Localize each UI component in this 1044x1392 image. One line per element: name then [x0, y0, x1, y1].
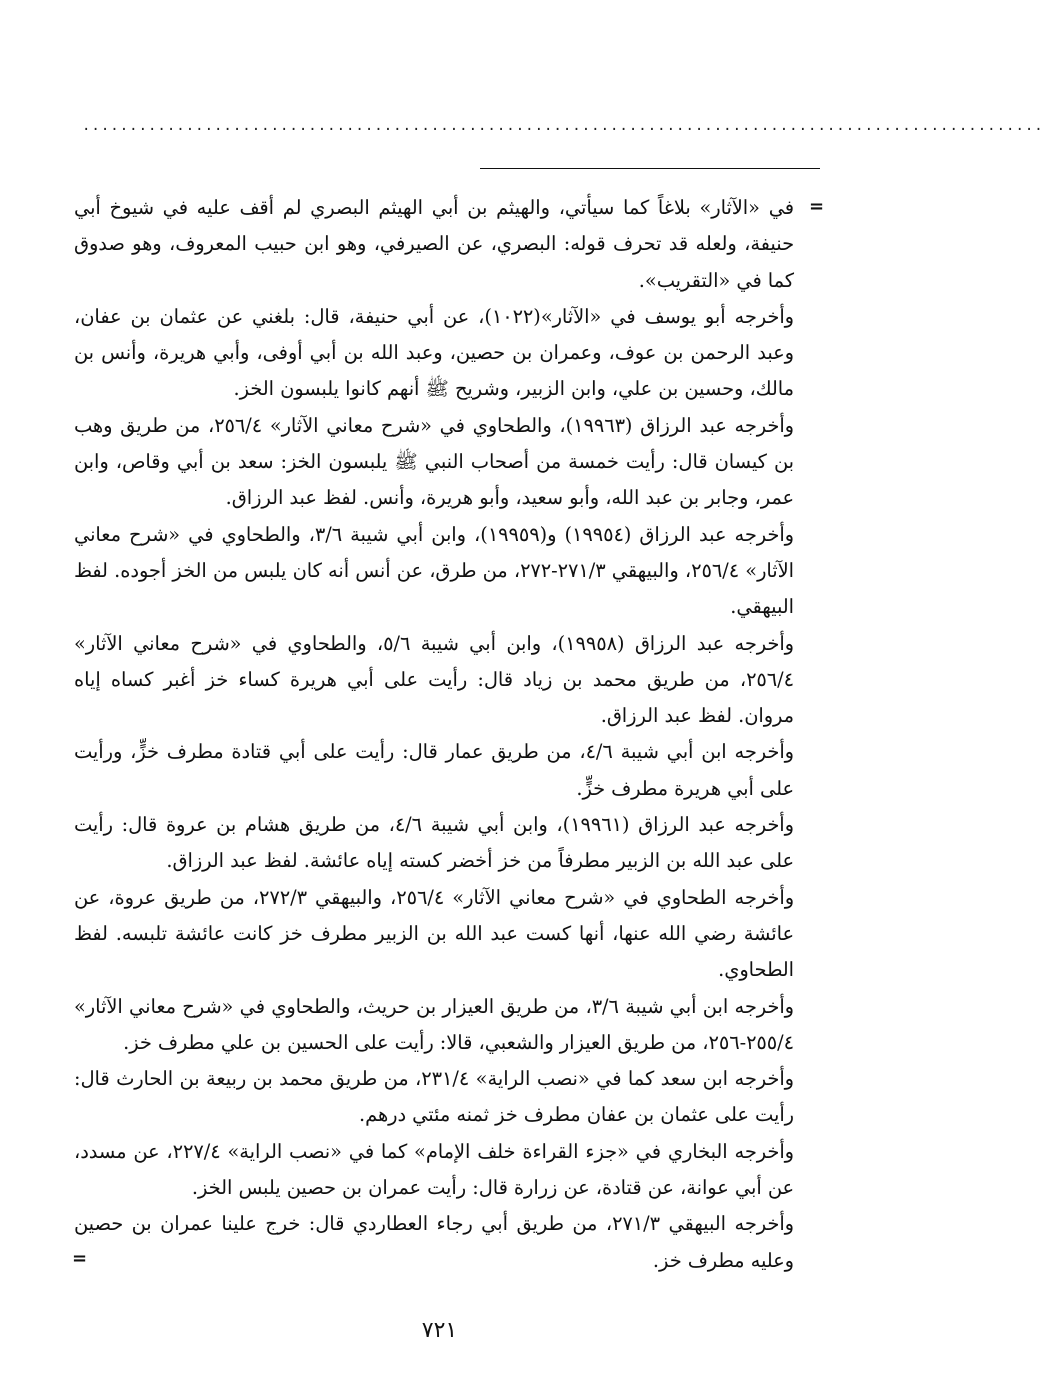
- footnote-paragraph: وأخرجه عبد الرزاق (١٩٩٥٨)، وابن أبي شيبة ٥/٦، والطحاوي في «شرح معاني الآثار» ٢٥٦/٤، من طريق محمد بن زياد قال: رأيت على أبي هريرة كساء خز أغبر كساه إياه مروان. لفظ عبد الرزاق.: [74, 631, 794, 728]
- footnote-paragraph: وأخرجه ابن أبي شيبة ٣/٦، من طريق العيزار بن حريث، والطحاوي في «شرح معاني الآثار» ٢٥٥/٤-٢٥٦، من طريق العيزار والشعبي، قالا: رأيت على الحسين بن علي مطرف خز.: [74, 994, 794, 1054]
- footnote-paragraph: وأخرجه البيهقي ٢٧١/٣، من طريق أبي رجاء العطاردي قال: خرج علينا عمران بن حصين وعليه مطرف خز.: [74, 1212, 794, 1272]
- footnote-body: [74, 190, 794, 1279]
- footnote-paragraph: وأخرجه عبد الرزاق (١٩٩٦٣)، والطحاوي في «شرح معاني الآثار» ٢٥٦/٤، من طريق وهب بن كيسان قال: رأيت خمسة من أصحاب النبي ﷺ يلبسون الخز: سعد بن أبي وقاص، وابن عمر، وجابر بن عبد الله، وأبو سعيد، وأبو هريرة، وأنس. لفظ عبد الرزاق.: [74, 413, 794, 510]
- footnote-paragraph: وأخرجه عبد الرزاق (١٩٩٥٤) و(١٩٩٥٩)، وابن أبي شيبة ٣/٦، والطحاوي في «شرح معاني الآثار» ٢٥٦/٤، والبيهقي ٢٧١/٣-٢٧٢، من طرق، عن أنس أنه كان يلبس من الخز أجوده. لفظ البيهقي.: [74, 522, 794, 619]
- page-number: ٧٢١: [421, 1318, 458, 1343]
- footnote-paragraph: وأخرجه عبد الرزاق (١٩٩٦١)، وابن أبي شيبة ٤/٦، من طريق هشام بن عروة قال: رأيت على عبد الله بن الزبير مطرفاً من خز أخضر كسته إياه عائشة. لفظ عبد الرزاق.: [74, 813, 794, 873]
- footnote-paragraph: وأخرجه الطحاوي في «شرح معاني الآثار» ٢٥٦/٤، والبيهقي ٢٧٢/٣، من طريق عروة، عن عائشة رضي الله عنها، أنها كست عبد الله بن الزبير مطرف خز كانت عائشة تلبسه. لفظ الطحاوي.: [74, 885, 795, 982]
- footnote-paragraph: وأخرجه ابن أبي شيبة ٤/٦، من طريق عمار قال: رأيت على أبي قتادة مطرف خزٍّ، ورأيت على أبي هريرة مطرف خزٍّ.: [74, 740, 794, 800]
- dotted-separator: ......................................................................................................: [82, 118, 1044, 134]
- footnote-paragraph: وأخرجه أبو يوسف في «الآثار»(١٠٢٢)، عن أبي حنيفة، قال: بلغني عن عثمان بن عفان، وعبد الرحمن بن عوف، وعمران بن حصين، وعبد الله بن أبي أوفى، وأبي هريرة، وأنس بن مالك، وحسين بن علي، وابن الزبير، وشريح ﷺ أنهم كانوا يلبسون الخز.: [74, 304, 794, 401]
- footnote-separator-line: [480, 168, 820, 169]
- footnote-paragraph: في «الآثار» بلاغاً كما سيأتي، والهيثم بن أبي الهيثم البصري لم أقف عليه في شيوخ أبي حنيفة، ولعله قد تحرف قوله: البصري، عن الصيرفي، وهو ابن حبيب المعروف، وهو صدوق كما في «التقريب».: [74, 196, 794, 292]
- footnote-paragraph: وأخرجه ابن سعد كما في «نصب الراية» ٢٣١/٤، من طريق محمد بن ربيعة بن الحارث قال: رأيت على عثمان بن عفان مطرف خز ثمنه مئتي درهم.: [74, 1067, 794, 1127]
- footnote-paragraph: وأخرجه البخاري في «جزء القراءة خلف الإمام» كما في «نصب الراية» ٢٢٧/٤، عن مسدد، عن أبي عوانة، عن قتادة، عن زرارة قال: رأيت عمران بن حصين يلبس الخز.: [74, 1139, 794, 1200]
- continuation-mark-bottom: =: [72, 1248, 88, 1269]
- continuation-mark-top: =: [809, 196, 825, 217]
